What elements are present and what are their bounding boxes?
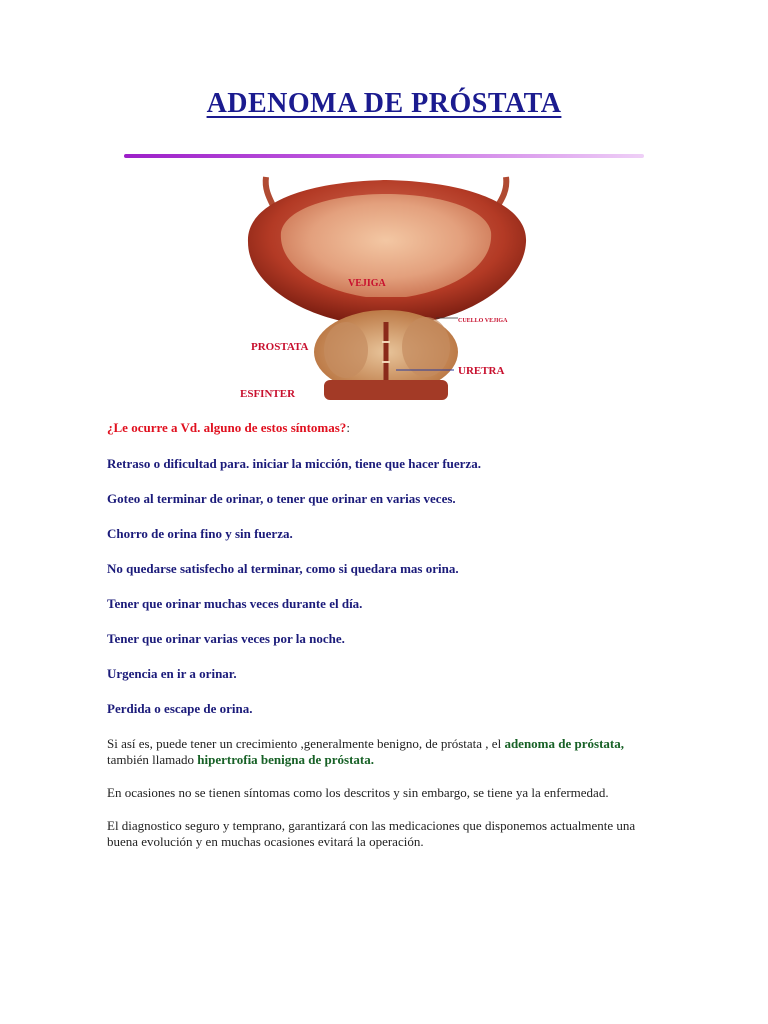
symptom-item: No quedarse satisfecho al terminar, como si quedara mas orina. [107, 561, 459, 576]
symptom-item: Retraso o dificultad para. iniciar la micción, tiene que hacer fuerza. [107, 456, 481, 471]
paragraph-no-symptoms: En ocasiones no se tienen síntomas como los descritos y sin embargo, se tiene ya la enfermedad. [107, 785, 609, 800]
paragraph-text: Si así es, puede tener un crecimiento ,generalmente benigno, de próstata , el [107, 736, 505, 751]
figure-label-esfinter: ESFINTER [240, 388, 296, 400]
paragraph-diagnosis-early: El diagnostico seguro y temprano, garantizará con las medicaciones que disponemos actualmente una buena evolución y en muchas ocasiones evitará la operación. [107, 818, 636, 849]
paragraph-text: también llamado [107, 752, 198, 767]
title-divider [124, 154, 644, 158]
question-colon: : [346, 420, 350, 435]
highlight-hipertrofia: hipertrofia benigna de próstata. [197, 752, 374, 767]
question-text: ¿Le ocurre a Vd. alguno de estos síntomas? [107, 420, 347, 435]
symptom-item: Chorro de orina fino y sin fuerza. [107, 526, 293, 541]
prostate-anatomy-illustration [236, 172, 536, 404]
symptom-item: Perdida o escape de orina. [107, 701, 253, 716]
figure-label-uretra: URETRA [458, 365, 505, 377]
symptom-item: Goteo al terminar de orinar, o tener que orinar en varias veces. [107, 491, 456, 506]
figure-label-prostata: PROSTATA [251, 341, 309, 353]
highlight-adenoma: adenoma de próstata, [504, 736, 624, 751]
anatomy-drawing [236, 172, 536, 404]
page-title: ADENOMA DE PRÓSTATA [206, 88, 562, 119]
symptom-item: Tener que orinar varias veces por la noche. [107, 631, 345, 646]
figure-label-vejiga: VEJIGA [348, 278, 386, 289]
figure-label-cuello-vejiga: CUELLO VEJIGA [458, 318, 508, 324]
paragraph-diagnosis-intro [107, 736, 667, 768]
symptom-item: Tener que orinar muchas veces durante el día. [107, 596, 363, 611]
symptom-item: Urgencia en ir a orinar. [107, 666, 237, 681]
document-body [107, 420, 667, 867]
question-heading [107, 420, 667, 436]
